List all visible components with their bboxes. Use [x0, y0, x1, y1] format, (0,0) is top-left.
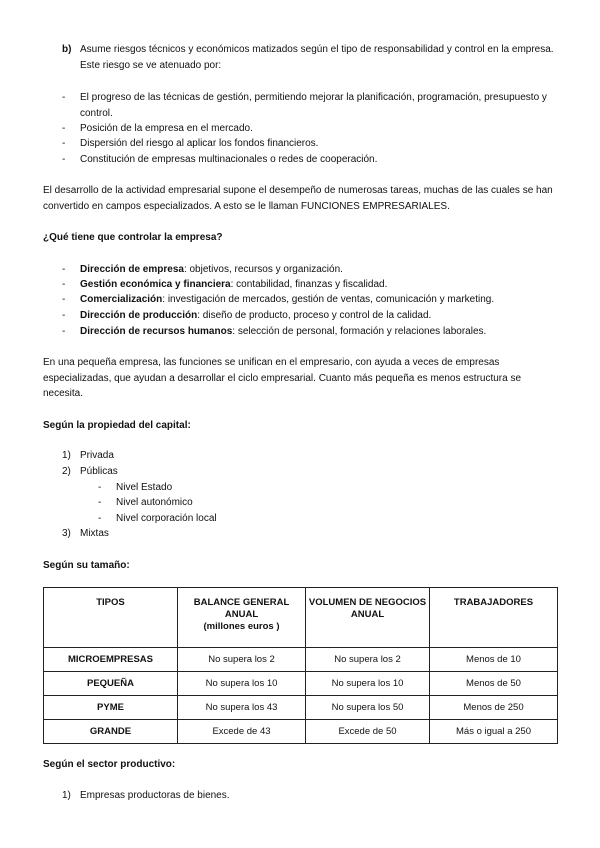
table-cell: No supera los 43: [178, 696, 306, 720]
list-item-label: Dirección de producción: [80, 310, 198, 321]
dash: -: [62, 294, 66, 305]
list-marker-b: b): [62, 44, 72, 55]
dash: -: [62, 264, 66, 275]
table-cell: Menos de 250: [430, 696, 558, 720]
list-item: Empresas productoras de bienes.: [80, 790, 230, 801]
sub-list-item: Nivel corporación local: [116, 513, 217, 524]
list-item: [80, 308, 560, 324]
table-cell: PYME: [44, 696, 178, 720]
table-row: [44, 672, 558, 696]
table-header-line: ANUAL: [350, 609, 385, 620]
list-item-text: : selección de personal, formación y relaciones laborales.: [232, 326, 487, 337]
dash: -: [98, 497, 102, 508]
list-item: [80, 277, 560, 293]
list-item: El progreso de las técnicas de gestión, permitiendo mejorar la planificación, programación, presupuesto y: [80, 92, 547, 103]
section-heading-capital: Según la propiedad del capital:: [43, 420, 191, 431]
table-header: [306, 588, 430, 648]
sub-list-item: Nivel autonómico: [116, 497, 193, 508]
list-item: Públicas: [80, 466, 118, 477]
table-header: TIPOS: [44, 588, 178, 648]
list-item: Dispersión del riesgo al aplicar los fondos financieros.: [80, 138, 319, 149]
list-item-text: : investigación de mercados, gestión de ventas, comunicación y marketing.: [162, 294, 495, 305]
dash: -: [62, 310, 66, 321]
item-b-line1: Asume riesgos técnicos y económicos matizados según el tipo de responsabilidad y control en la empresa.: [80, 44, 554, 55]
dash: -: [62, 123, 66, 134]
list-number: 1): [62, 790, 71, 801]
section-heading-sector: Según el sector productivo:: [43, 759, 176, 770]
list-item-label: Dirección de empresa: [80, 264, 184, 275]
table-row: [44, 696, 558, 720]
list-item: control.: [80, 108, 113, 119]
size-table: [43, 587, 558, 744]
table-cell: GRANDE: [44, 720, 178, 744]
list-item: Mixtas: [80, 528, 109, 539]
paragraph-small-line3: necesita.: [43, 388, 84, 399]
table-cell: No supera los 50: [306, 696, 430, 720]
table-row: [44, 648, 558, 672]
dash: -: [62, 154, 66, 165]
table-header-line: VOLUMEN DE NEGOCIOS: [308, 597, 427, 608]
dash: -: [98, 513, 102, 524]
paragraph-functions-line2: convertido en campos especializados. A esto se le llaman FUNCIONES EMPRESARIALES.: [43, 201, 450, 212]
table-header-line: (millones euros ): [203, 621, 280, 632]
table-cell: No supera los 10: [178, 672, 306, 696]
list-number: 2): [62, 466, 71, 477]
item-b-line2: Este riesgo se ve atenuado por:: [80, 60, 222, 71]
list-item: Posición de la empresa en el mercado.: [80, 123, 253, 134]
list-item: [80, 262, 560, 278]
table-cell: MICROEMPRESAS: [44, 648, 178, 672]
list-item-text: : diseño de producto, proceso y control de la calidad.: [197, 310, 432, 321]
table-row: [44, 720, 558, 744]
table-header: TRABAJADORES: [430, 588, 558, 648]
dash: -: [62, 92, 66, 103]
table-cell: PEQUEÑA: [44, 672, 178, 696]
list-item-label: Comercialización: [80, 294, 163, 305]
list-item: Constitución de empresas multinacionales o redes de cooperación.: [80, 154, 378, 165]
dash: -: [98, 482, 102, 493]
list-item-label: Gestión económica y financiera: [80, 279, 231, 290]
table-cell: Excede de 43: [178, 720, 306, 744]
list-item-label: Dirección de recursos humanos: [80, 326, 233, 337]
list-number: 1): [62, 450, 71, 461]
list-item: [80, 324, 560, 340]
paragraph-small-line1: En una pequeña empresa, las funciones se unifican en el empresario, con ayuda a veces de empresas: [43, 357, 500, 368]
table-header: [178, 588, 306, 648]
list-item: Privada: [80, 450, 114, 461]
table-cell: No supera los 10: [306, 672, 430, 696]
table-header-line: ANUAL: [224, 609, 259, 620]
sub-list-item: Nivel Estado: [116, 482, 173, 493]
table-cell: No supera los 2: [306, 648, 430, 672]
table-cell: Más o igual a 250: [430, 720, 558, 744]
list-item: [80, 292, 560, 308]
dash: -: [62, 279, 66, 290]
table-header-row: [44, 588, 558, 648]
dash: -: [62, 138, 66, 149]
table-cell: Menos de 10: [430, 648, 558, 672]
paragraph-small-line2: especializadas, que ayudan a desarrollar el ciclo empresarial. Cuanto más pequeña es menos estructura se: [43, 373, 522, 384]
list-item-text: : objetivos, recursos y organización.: [183, 264, 343, 275]
list-number: 3): [62, 528, 71, 539]
table-header-line: BALANCE GENERAL: [193, 597, 290, 608]
table-cell: No supera los 2: [178, 648, 306, 672]
section-heading-control: ¿Qué tiene que controlar la empresa?: [43, 232, 223, 243]
list-item-text: : contabilidad, finanzas y fiscalidad.: [230, 279, 388, 290]
table-cell: Excede de 50: [306, 720, 430, 744]
paragraph-functions-line1: El desarrollo de la actividad empresarial supone el desempeño de numerosas tareas, muchas de las cuales se han: [43, 185, 553, 196]
dash: -: [62, 326, 66, 337]
table-cell: Menos de 50: [430, 672, 558, 696]
section-heading-size: Según su tamaño:: [43, 560, 130, 571]
